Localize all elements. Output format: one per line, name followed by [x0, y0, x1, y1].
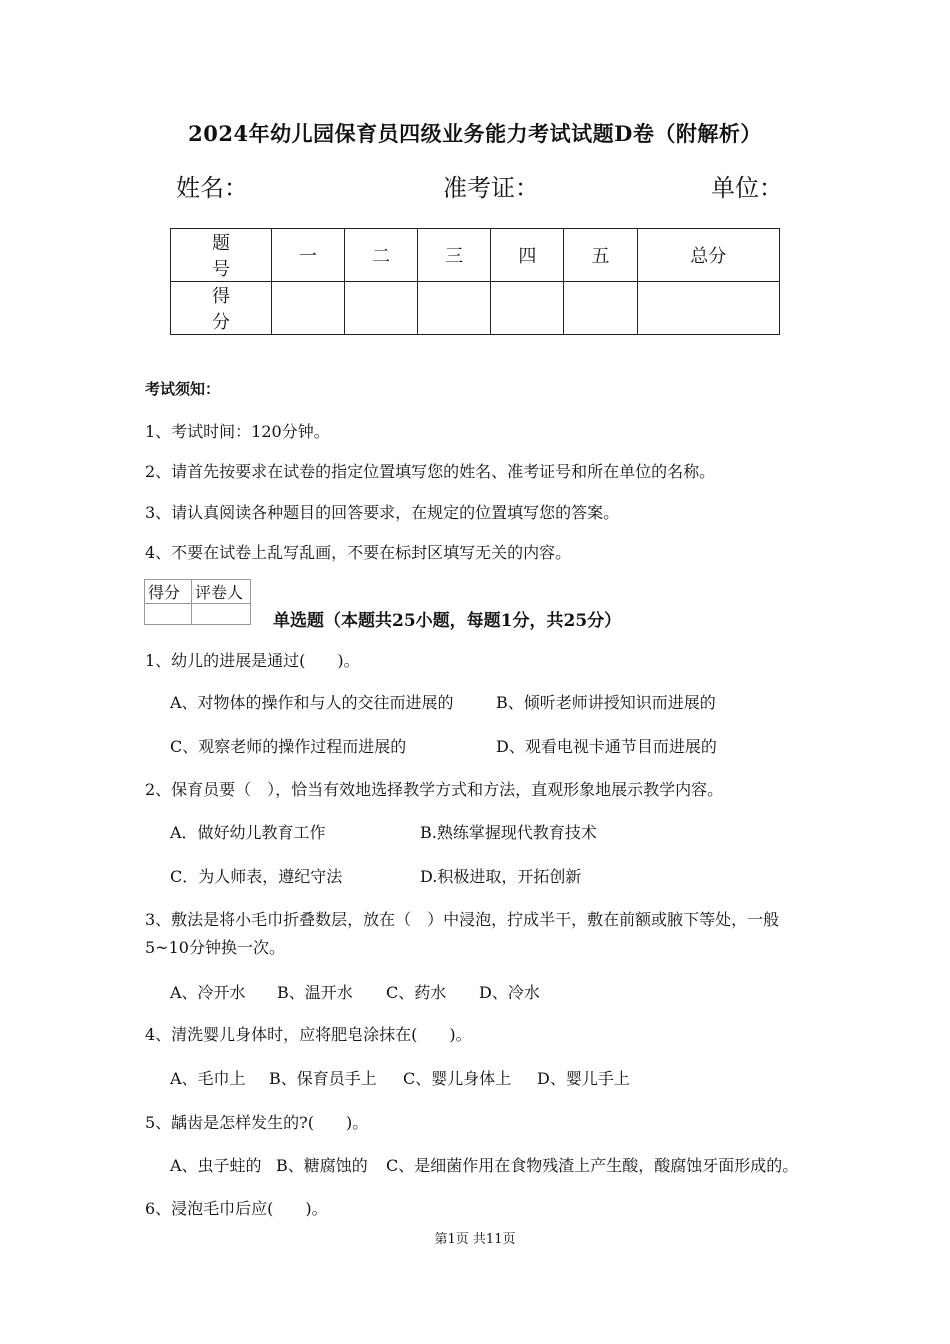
notice-item: 1、考试时间：120分钟。	[145, 422, 330, 441]
score-row-label: 得 分	[171, 282, 272, 335]
option-b[interactable]: B、糖腐蚀的	[276, 1156, 368, 1175]
option-b[interactable]: B.熟练掌握现代教育技术	[420, 823, 597, 842]
grader-score-cell[interactable]	[145, 604, 192, 625]
option-d[interactable]: D.积极进取，开拓创新	[420, 867, 582, 886]
score-header-cell: 二	[345, 229, 418, 282]
option-c[interactable]: C．为人师表，遵纪守法	[170, 867, 343, 886]
score-cell[interactable]	[564, 282, 637, 335]
question-stem: 5、龋齿是怎样发生的?( )。	[145, 1113, 369, 1132]
question-stem: 2、保育员要（ ），恰当有效地选择教学方式和方法，直观形象地展示教学内容。	[145, 780, 724, 799]
option-d[interactable]: D、观看电视卡通节目而进展的	[496, 737, 717, 756]
option-c[interactable]: C、是细菌作用在食物残渣上产生酸，酸腐蚀牙面形成的。	[386, 1156, 799, 1175]
score-header-cell: 三	[418, 229, 491, 282]
score-table-header-row	[171, 229, 780, 282]
score-header-cell: 四	[491, 229, 564, 282]
option-d[interactable]: D、冷水	[479, 983, 540, 1002]
page-title: 2024年幼儿园保育员四级业务能力考试试题D卷（附解析）	[188, 121, 762, 146]
score-header-cell: 总分	[637, 229, 779, 282]
section-title: 单选题（本题共25小题，每题1分，共25分）	[273, 611, 622, 631]
option-a[interactable]: A、毛巾上	[170, 1069, 246, 1088]
notice-item: 2、请首先按要求在试卷的指定位置填写您的姓名、准考证号和所在单位的名称。	[145, 462, 716, 481]
option-a[interactable]: A、冷开水	[170, 983, 246, 1002]
option-b[interactable]: B、保育员手上	[269, 1069, 377, 1088]
notice-item: 4、不要在试卷上乱写乱画，不要在标封区填写无关的内容。	[145, 543, 572, 562]
grader-reviewer-label: 评卷人	[192, 580, 251, 604]
score-table	[170, 228, 780, 335]
question-stem: 1、幼儿的进展是通过( )。	[145, 651, 360, 670]
grader-box	[144, 579, 251, 625]
score-cell[interactable]	[272, 282, 345, 335]
question-stem: 6、浸泡毛巾后应( )。	[145, 1199, 328, 1218]
score-cell[interactable]	[491, 282, 564, 335]
score-header-cell: 五	[564, 229, 637, 282]
unit-field-label: 单位：	[711, 174, 783, 202]
option-a[interactable]: A、对物体的操作和与人的交往而进展的	[170, 693, 454, 712]
score-header-cell: 题 号	[171, 229, 272, 282]
score-cell[interactable]	[637, 282, 779, 335]
option-c[interactable]: C、观察老师的操作过程而进展的	[170, 737, 407, 756]
grader-reviewer-cell[interactable]	[192, 604, 251, 625]
option-b[interactable]: B、温开水	[277, 983, 353, 1002]
score-table-score-row	[171, 282, 780, 335]
option-c[interactable]: C、药水	[386, 983, 447, 1002]
notice-title: 考试须知：	[145, 380, 221, 398]
question-stem: 3、敷法是将小毛巾折叠数层，放在（ ）中浸泡，拧成半干，敷在前额或腋下等处，一般	[145, 910, 780, 929]
notice-item: 3、请认真阅读各种题目的回答要求，在规定的位置填写您的答案。	[145, 503, 620, 522]
score-header-cell: 一	[272, 229, 345, 282]
question-stem: 4、清洗婴儿身体时，应将肥皂涂抹在( )。	[145, 1025, 472, 1044]
option-c[interactable]: C、婴儿身体上	[403, 1069, 512, 1088]
option-a[interactable]: A．做好幼儿教育工作	[170, 823, 326, 842]
score-cell[interactable]	[418, 282, 491, 335]
grader-score-label: 得分	[145, 580, 192, 604]
name-field-label: 姓名：	[176, 174, 248, 202]
option-a[interactable]: A、虫子蛀的	[170, 1156, 262, 1175]
score-cell[interactable]	[345, 282, 418, 335]
option-d[interactable]: D、婴儿手上	[537, 1069, 630, 1088]
question-stem-continued: 5~10分钟换一次。	[145, 938, 285, 957]
option-b[interactable]: B、倾听老师讲授知识而进展的	[496, 693, 716, 712]
exam-id-field-label: 准考证：	[443, 174, 539, 202]
page-footer: 第1页 共11页	[434, 1232, 516, 1247]
